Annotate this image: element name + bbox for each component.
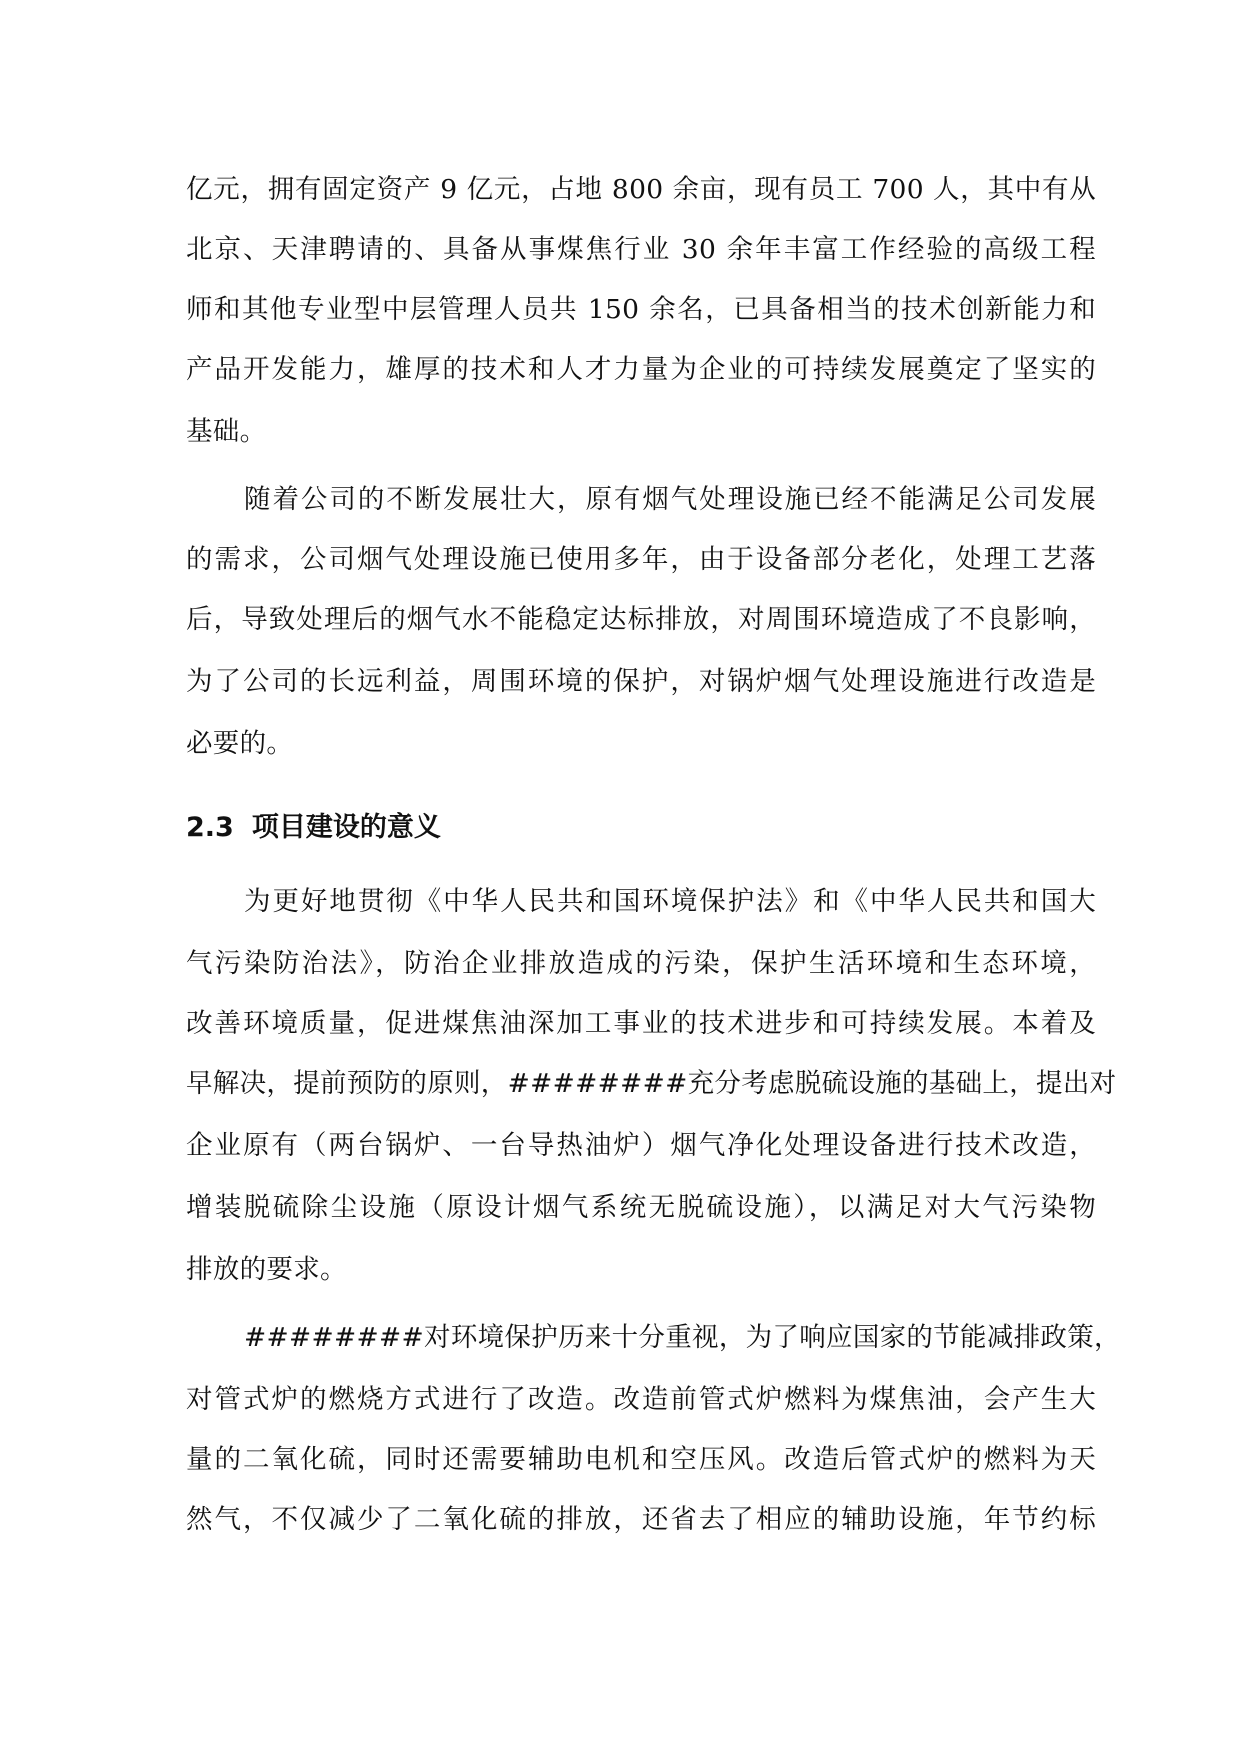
paragraph-line: ########对环境保护历来十分重视，为了响应国家的节能减排政策， <box>244 1322 1121 1353</box>
paragraph-line: 亿元，拥有固定资产 9 亿元，占地 800 余亩，现有员工 700 人，其中有从 <box>186 174 1096 205</box>
paragraph-line: 北京、天津聘请的、具备从事煤焦行业 30 余年丰富工作经验的高级工程 <box>186 234 1096 265</box>
paragraph-line: 师和其他专业型中层管理人员共 150 余名，已具备相当的技术创新能力和 <box>186 294 1096 325</box>
paragraph-line: 早解决，提前预防的原则，########充分考虑脱硫设施的基础上，提出对 <box>186 1068 1117 1099</box>
paragraph-line: 基础。 <box>186 416 267 447</box>
paragraph-line: 气污染防治法》，防治企业排放造成的污染，保护生活环境和生态环境， <box>186 948 1096 979</box>
paragraph-line: 的需求，公司烟气处理设施已使用多年，由于设备部分老化，处理工艺落 <box>186 544 1096 575</box>
section-heading <box>186 806 441 850</box>
paragraph-line: 排放的要求。 <box>186 1254 347 1285</box>
paragraph-line: 产品开发能力，雄厚的技术和人才力量为企业的可持续发展奠定了坚实的 <box>186 354 1096 385</box>
paragraph-line: 量的二氧化硫，同时还需要辅助电机和空压风。改造后管式炉的燃料为天 <box>186 1444 1096 1475</box>
paragraph-line: 对管式炉的燃烧方式进行了改造。改造前管式炉燃料为煤焦油，会产生大 <box>186 1384 1096 1415</box>
paragraph-line: 后，导致处理后的烟气水不能稳定达标排放，对周围环境造成了不良影响， <box>186 604 1096 635</box>
section-number: 2.3 <box>186 812 234 843</box>
paragraph-line: 必要的。 <box>186 728 294 759</box>
paragraph-line: 然气，不仅减少了二氧化硫的排放，还省去了相应的辅助设施，年节约标 <box>186 1504 1096 1535</box>
paragraph-line: 增装脱硫除尘设施（原设计烟气系统无脱硫设施），以满足对大气污染物 <box>186 1192 1096 1223</box>
paragraph-line: 为了公司的长远利益，周围环境的保护，对锅炉烟气处理设施进行改造是 <box>186 666 1096 697</box>
paragraph-line: 企业原有（两台锅炉、一台导热油炉）烟气净化处理设备进行技术改造， <box>186 1130 1096 1161</box>
paragraph-line: 随着公司的不断发展壮大，原有烟气处理设施已经不能满足公司发展 <box>244 484 1096 515</box>
paragraph-line: 为更好地贯彻《中华人民共和国环境保护法》和《中华人民共和国大 <box>244 886 1096 917</box>
paragraph-line: 改善环境质量，促进煤焦油深加工事业的技术进步和可持续发展。本着及 <box>186 1008 1096 1039</box>
section-title: 项目建设的意义 <box>251 812 441 843</box>
